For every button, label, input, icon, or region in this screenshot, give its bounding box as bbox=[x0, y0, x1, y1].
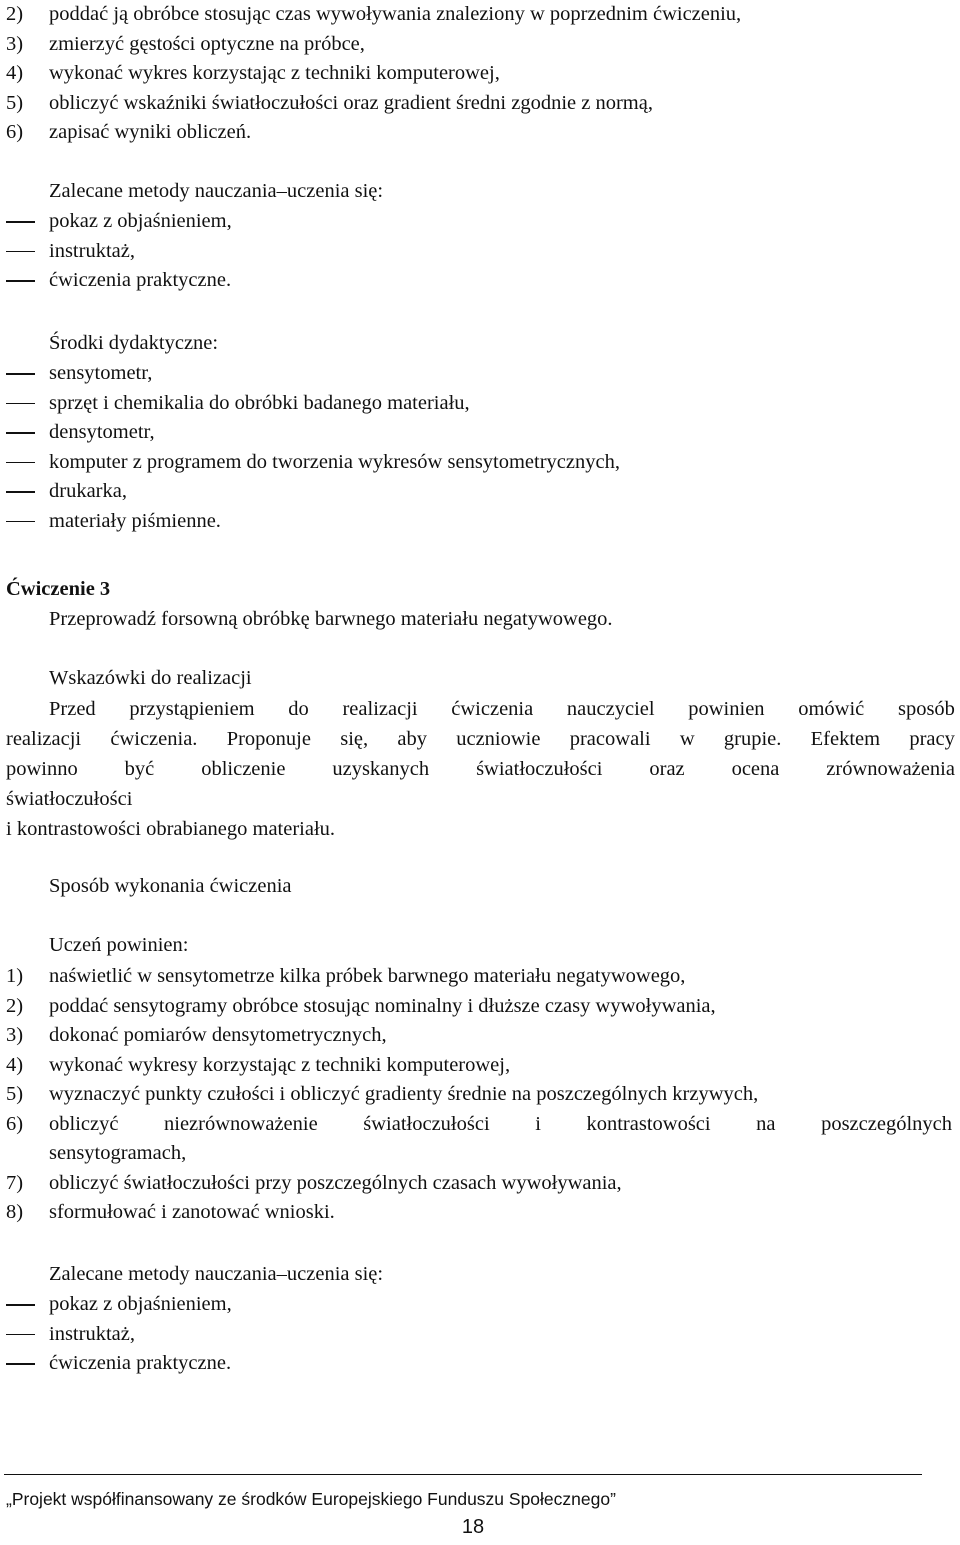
item-number: 7) bbox=[6, 1171, 24, 1194]
word: realizacji bbox=[6, 728, 82, 750]
item-text: instruktaż, bbox=[49, 1322, 135, 1345]
item-number: 4) bbox=[6, 1053, 24, 1076]
list-item bbox=[6, 30, 960, 60]
paragraph-line bbox=[6, 694, 955, 724]
list-item bbox=[6, 992, 960, 1022]
list-item bbox=[6, 1290, 960, 1320]
list-item-continuation bbox=[6, 1139, 960, 1169]
item-text: obliczyć światłoczułości przy poszczególnych czasach wywoływania, bbox=[49, 1171, 622, 1194]
item-text: ćwiczenia praktyczne. bbox=[49, 1352, 232, 1374]
list-item bbox=[6, 1051, 960, 1081]
resources-heading: Środki dydaktyczne: bbox=[49, 332, 219, 354]
word: uczniowie bbox=[456, 728, 541, 750]
item-number: 3) bbox=[6, 1024, 24, 1046]
list-item bbox=[6, 389, 960, 419]
item-text: sensytogramach, bbox=[49, 1142, 187, 1164]
procedure-heading: Sposób wykonania ćwiczenia bbox=[49, 875, 292, 897]
list-item bbox=[6, 118, 960, 148]
guidelines-paragraph bbox=[6, 694, 955, 844]
item-number: 3) bbox=[6, 32, 24, 55]
item-text: instruktaż, bbox=[49, 239, 135, 262]
word: obliczenie bbox=[201, 758, 286, 780]
list-item bbox=[6, 266, 960, 296]
word: nauczyciel bbox=[566, 698, 655, 720]
item-text: pokaz z objaśnieniem, bbox=[49, 210, 232, 232]
word: być bbox=[124, 758, 155, 780]
item-text: poddać ją obróbce stosując czas wywoływania znaleziony w poprzednim ćwiczeniu, bbox=[49, 3, 742, 25]
list-item bbox=[6, 1320, 960, 1350]
list-item bbox=[6, 1021, 960, 1051]
list-item bbox=[6, 237, 960, 267]
item-text: poddać sensytogramy obróbce stosując nominalny i dłuższe czasy wywoływania, bbox=[49, 994, 716, 1017]
word: zrównoważenia bbox=[826, 758, 955, 780]
word: powinno bbox=[6, 758, 78, 780]
dash-bullet-icon bbox=[6, 462, 35, 464]
item-number: 2) bbox=[6, 994, 24, 1017]
list-item bbox=[6, 1198, 960, 1228]
item-text: wykonać wykresy korzystając z techniki komputerowej, bbox=[49, 1053, 511, 1076]
item-text: naświetlić w sensytometrze kilka próbek barwnego materiału negatywowego, bbox=[49, 965, 686, 987]
word: światłoczułości bbox=[476, 758, 603, 780]
dash-bullet-icon bbox=[6, 521, 35, 523]
resources-list bbox=[6, 359, 960, 536]
list-item bbox=[6, 59, 960, 89]
item-number: 4) bbox=[6, 62, 24, 84]
word: w bbox=[679, 728, 695, 750]
item-text: wyznaczyć punkty czułości i obliczyć gradienty średnie na poszczególnych krzywych, bbox=[49, 1083, 759, 1105]
methods-heading: Zalecane metody nauczania–uczenia się: bbox=[49, 180, 384, 202]
word: Efektem bbox=[810, 728, 881, 750]
dash-bullet-icon bbox=[6, 1334, 35, 1336]
item-text: wykonać wykres korzystając z techniki komputerowej, bbox=[49, 62, 500, 84]
word: pracowali bbox=[569, 728, 651, 750]
word: do bbox=[288, 698, 309, 720]
procedure-intro: Uczeń powinien: bbox=[49, 934, 189, 956]
item-number: 5) bbox=[6, 91, 24, 114]
exercise-task: Przeprowadź forsowną obróbkę barwnego materiału negatywowego. bbox=[49, 608, 613, 630]
dash-bullet-icon bbox=[6, 403, 35, 405]
word: oraz bbox=[649, 758, 685, 780]
item-text: ćwiczenia praktyczne. bbox=[49, 269, 232, 291]
item-number: 6) bbox=[6, 121, 24, 143]
word: powinien bbox=[688, 698, 765, 720]
item-number: 1) bbox=[6, 965, 24, 987]
paragraph-line bbox=[6, 724, 955, 754]
methods-list bbox=[6, 207, 960, 296]
exercise-title: Ćwiczenie 3 bbox=[6, 578, 111, 600]
item-text: densytometr, bbox=[49, 421, 155, 443]
item-number: 2) bbox=[6, 3, 24, 25]
word: i bbox=[535, 1112, 541, 1135]
list-item bbox=[6, 207, 960, 237]
item-number: 5) bbox=[6, 1083, 24, 1105]
word: kontrastowości bbox=[586, 1112, 711, 1135]
methods-list bbox=[6, 1290, 960, 1379]
item-text: dokonać pomiarów densytometrycznych, bbox=[49, 1024, 387, 1046]
word: grupie. bbox=[723, 728, 782, 750]
word: przystąpieniem bbox=[129, 698, 255, 720]
list-item bbox=[6, 477, 960, 507]
item-number: 8) bbox=[6, 1201, 24, 1223]
paragraph-line bbox=[6, 754, 955, 784]
item-text bbox=[49, 1110, 952, 1140]
item-text: zapisać wyniki obliczeń. bbox=[49, 121, 252, 143]
item-text: drukarka, bbox=[49, 480, 127, 502]
list-item bbox=[6, 359, 960, 389]
word: omówić bbox=[798, 698, 865, 720]
list-item bbox=[6, 1080, 960, 1110]
list-item bbox=[6, 89, 960, 119]
list-item bbox=[6, 1110, 960, 1140]
item-text: komputer z programem do tworzenia wykresów sensytometrycznych, bbox=[49, 450, 620, 473]
paragraph-line: światłoczułości bbox=[6, 788, 133, 810]
item-text: obliczyć wskaźniki światłoczułości oraz gradient średni zgodnie z normą, bbox=[49, 91, 653, 114]
footer-divider bbox=[4, 1474, 922, 1475]
methods-heading: Zalecane metody nauczania–uczenia się: bbox=[49, 1263, 384, 1285]
list-item bbox=[6, 0, 960, 30]
word: sposób bbox=[897, 698, 955, 720]
list-item bbox=[6, 962, 960, 992]
list-item bbox=[6, 448, 960, 478]
dash-bullet-icon bbox=[6, 251, 35, 253]
word: pracy bbox=[909, 728, 955, 750]
word: uzyskanych bbox=[332, 758, 430, 780]
word: aby bbox=[397, 728, 427, 750]
list-item bbox=[6, 1349, 960, 1379]
word: ocena bbox=[731, 758, 780, 780]
footer-project-note: „Projekt współfinansowany ze środków Europejskiego Funduszu Społecznego” bbox=[6, 1489, 616, 1509]
word: się, bbox=[340, 728, 369, 750]
item-text: materiały piśmienne. bbox=[49, 509, 221, 532]
list-item bbox=[6, 507, 960, 537]
paragraph-line: i kontrastowości obrabianego materiału. bbox=[6, 818, 336, 840]
word: światłoczułości bbox=[363, 1112, 490, 1135]
word: Przed bbox=[49, 698, 96, 720]
dash-bullet-icon bbox=[6, 373, 35, 375]
dash-bullet-icon bbox=[6, 491, 35, 493]
steps-top-list bbox=[6, 0, 960, 148]
word: Proponuje bbox=[226, 728, 311, 750]
item-text: sensytometr, bbox=[49, 362, 153, 384]
list-item bbox=[6, 1169, 960, 1199]
procedure-steps-list bbox=[6, 962, 960, 1228]
item-number: 6) bbox=[6, 1112, 24, 1135]
dash-bullet-icon bbox=[6, 432, 35, 434]
word: niezrównoważenie bbox=[164, 1112, 318, 1135]
item-text: sformułować i zanotować wnioski. bbox=[49, 1201, 335, 1223]
word: ćwiczenia bbox=[451, 698, 534, 720]
word: na bbox=[756, 1112, 776, 1135]
word: poszczególnych bbox=[821, 1112, 952, 1135]
dash-bullet-icon bbox=[6, 221, 35, 223]
word: obliczyć bbox=[49, 1112, 119, 1135]
word: ćwiczenia. bbox=[110, 728, 198, 750]
guidelines-heading: Wskazówki do realizacji bbox=[49, 667, 252, 689]
dash-bullet-icon bbox=[6, 1304, 35, 1306]
item-text: sprzęt i chemikalia do obróbki badanego materiału, bbox=[49, 391, 470, 414]
page-number: 18 bbox=[461, 1516, 485, 1538]
item-text: pokaz z objaśnieniem, bbox=[49, 1293, 232, 1315]
dash-bullet-icon bbox=[6, 1363, 35, 1365]
dash-bullet-icon bbox=[6, 280, 35, 282]
word: realizacji bbox=[342, 698, 418, 720]
list-item bbox=[6, 418, 960, 448]
item-text: zmierzyć gęstości optyczne na próbce, bbox=[49, 32, 365, 55]
